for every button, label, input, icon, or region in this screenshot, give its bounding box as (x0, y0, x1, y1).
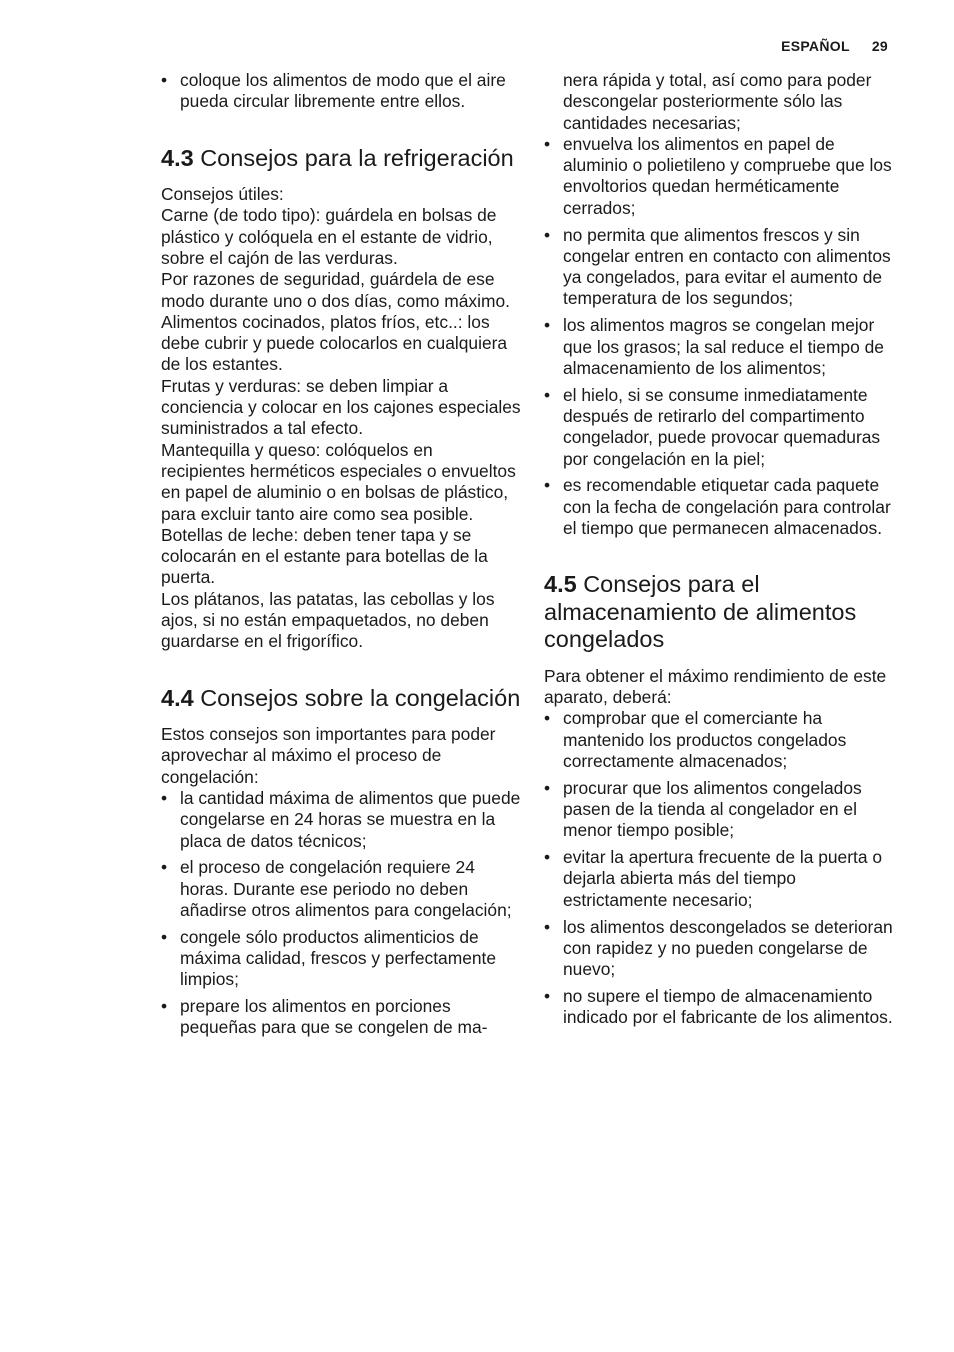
list-item: • los alimentos magros se congelan mejor que los grasos; la sal reduce el tiempo de almacenamiento de los alimentos; (544, 315, 902, 379)
section-intro: Para obtener el máximo rendimiento de este aparato, deberá: (544, 665, 887, 708)
page-header (781, 38, 888, 54)
section-heading-4-3 (161, 145, 521, 173)
list-item: • los alimentos descongelados se deterioran con rapidez y no pueden congelarse de nuevo; (544, 917, 902, 981)
section-number: 4.4 (161, 684, 194, 711)
freezing-tips-list (161, 788, 521, 1039)
right-column (544, 70, 902, 1034)
header-language: ESPAÑOL (781, 38, 850, 54)
section-title: Consejos para el almacenamiento de alimentos congelados (544, 571, 857, 653)
list-item: • evitar la apertura frecuente de la puerta o dejarla abierta más del tiempo estrictamente necesario; (544, 847, 902, 911)
section-title: Consejos sobre la congelación (200, 684, 521, 711)
page-number: 29 (871, 38, 888, 54)
list-item: • no supere el tiempo de almacenamiento indicado por el fabricante de los alimentos. (544, 986, 902, 1029)
section-heading-4-5 (544, 571, 902, 654)
section-number: 4.3 (161, 144, 194, 171)
frozen-storage-tips-list (544, 708, 902, 1028)
list-item: • la cantidad máxima de alimentos que puede congelarse en 24 horas se muestra en la placa de datos técnicos; (161, 788, 521, 852)
list-item: • el proceso de congelación requiere 24 horas. Durante ese periodo no deben añadirse otros alimentos para congelación; (161, 857, 521, 921)
intro-bullet-list (161, 70, 521, 113)
list-item: • no permita que alimentos frescos y sin congelar entren en contacto con alimentos ya congelados, para evitar el aumento de temperatura de los segundos; (544, 225, 902, 310)
paragraph: Botellas de leche: deben tener tapa y se colocarán en el estante para botellas de la puerta. (161, 524, 488, 588)
list-item: • procurar que los alimentos congelados pasen de la tienda al congelador en el menor tiempo posible; (544, 778, 902, 842)
list-item: • el hielo, si se consume inmediatamente después de retirarlo del compartimento congelador, puede provocar quemaduras por congelación en la piel; (544, 385, 902, 470)
left-column (161, 70, 521, 1044)
list-item: • congele sólo productos alimenticios de máxima calidad, frescos y perfectamente limpios; (161, 927, 521, 991)
section-heading-4-4 (161, 685, 521, 713)
section-number: 4.5 (544, 571, 577, 598)
freezing-tips-list-continued (544, 134, 902, 539)
paragraph: Consejos útiles: (161, 184, 284, 205)
paragraph: Los plátanos, las patatas, las cebollas y los ajos, si no están empaquetados, no deben guardarse en el frigorífico. (161, 588, 495, 652)
paragraph: Frutas y verduras: se deben limpiar a conciencia y colocar en los cajones especiales suministrados a tal efecto. (161, 375, 521, 439)
list-item: • coloque los alimentos de modo que el aire pueda circular libremente entre ellos. (161, 70, 521, 113)
continued-list-item: nera rápida y total, así como para poder descongelar posteriormente sólo las cantidades necesarias; (563, 70, 872, 133)
section-intro: Estos consejos son importantes para poder aprovechar al máximo el proceso de congelación: (161, 724, 496, 787)
section-title: Consejos para la refrigeración (200, 144, 514, 171)
list-item: • envuelva los alimentos en papel de aluminio o polietileno y compruebe que los envoltorios quedan herméticamente cerrados; (544, 134, 902, 219)
list-item: • es recomendable etiquetar cada paquete con la fecha de congelación para controlar el tiempo que permanecen almacenados. (544, 475, 902, 539)
list-item: • prepare los alimentos en porciones pequeñas para que se congelen de ma- (161, 996, 521, 1039)
paragraph: Por razones de seguridad, guárdela de ese modo durante uno o dos días, como máximo. (161, 269, 510, 311)
section-4-3-body (161, 184, 521, 653)
paragraph: Mantequilla y queso: colóquelos en recipientes herméticos especiales o envueltos en papel de aluminio o en bolsas de plástico, para excluir tanto aire como sea posible. (161, 439, 516, 524)
list-item: • comprobar que el comerciante ha mantenido los productos congelados correctamente almacenados; (544, 708, 902, 772)
paragraph: Carne (de todo tipo): guárdela en bolsas de plástico y colóquela en el estante de vidrio, sobre el cajón de las verduras. (161, 205, 497, 268)
paragraph: Alimentos cocinados, platos fríos, etc..: los debe cubrir y puede colocarlos en cualquiera de los estantes. (161, 311, 508, 375)
